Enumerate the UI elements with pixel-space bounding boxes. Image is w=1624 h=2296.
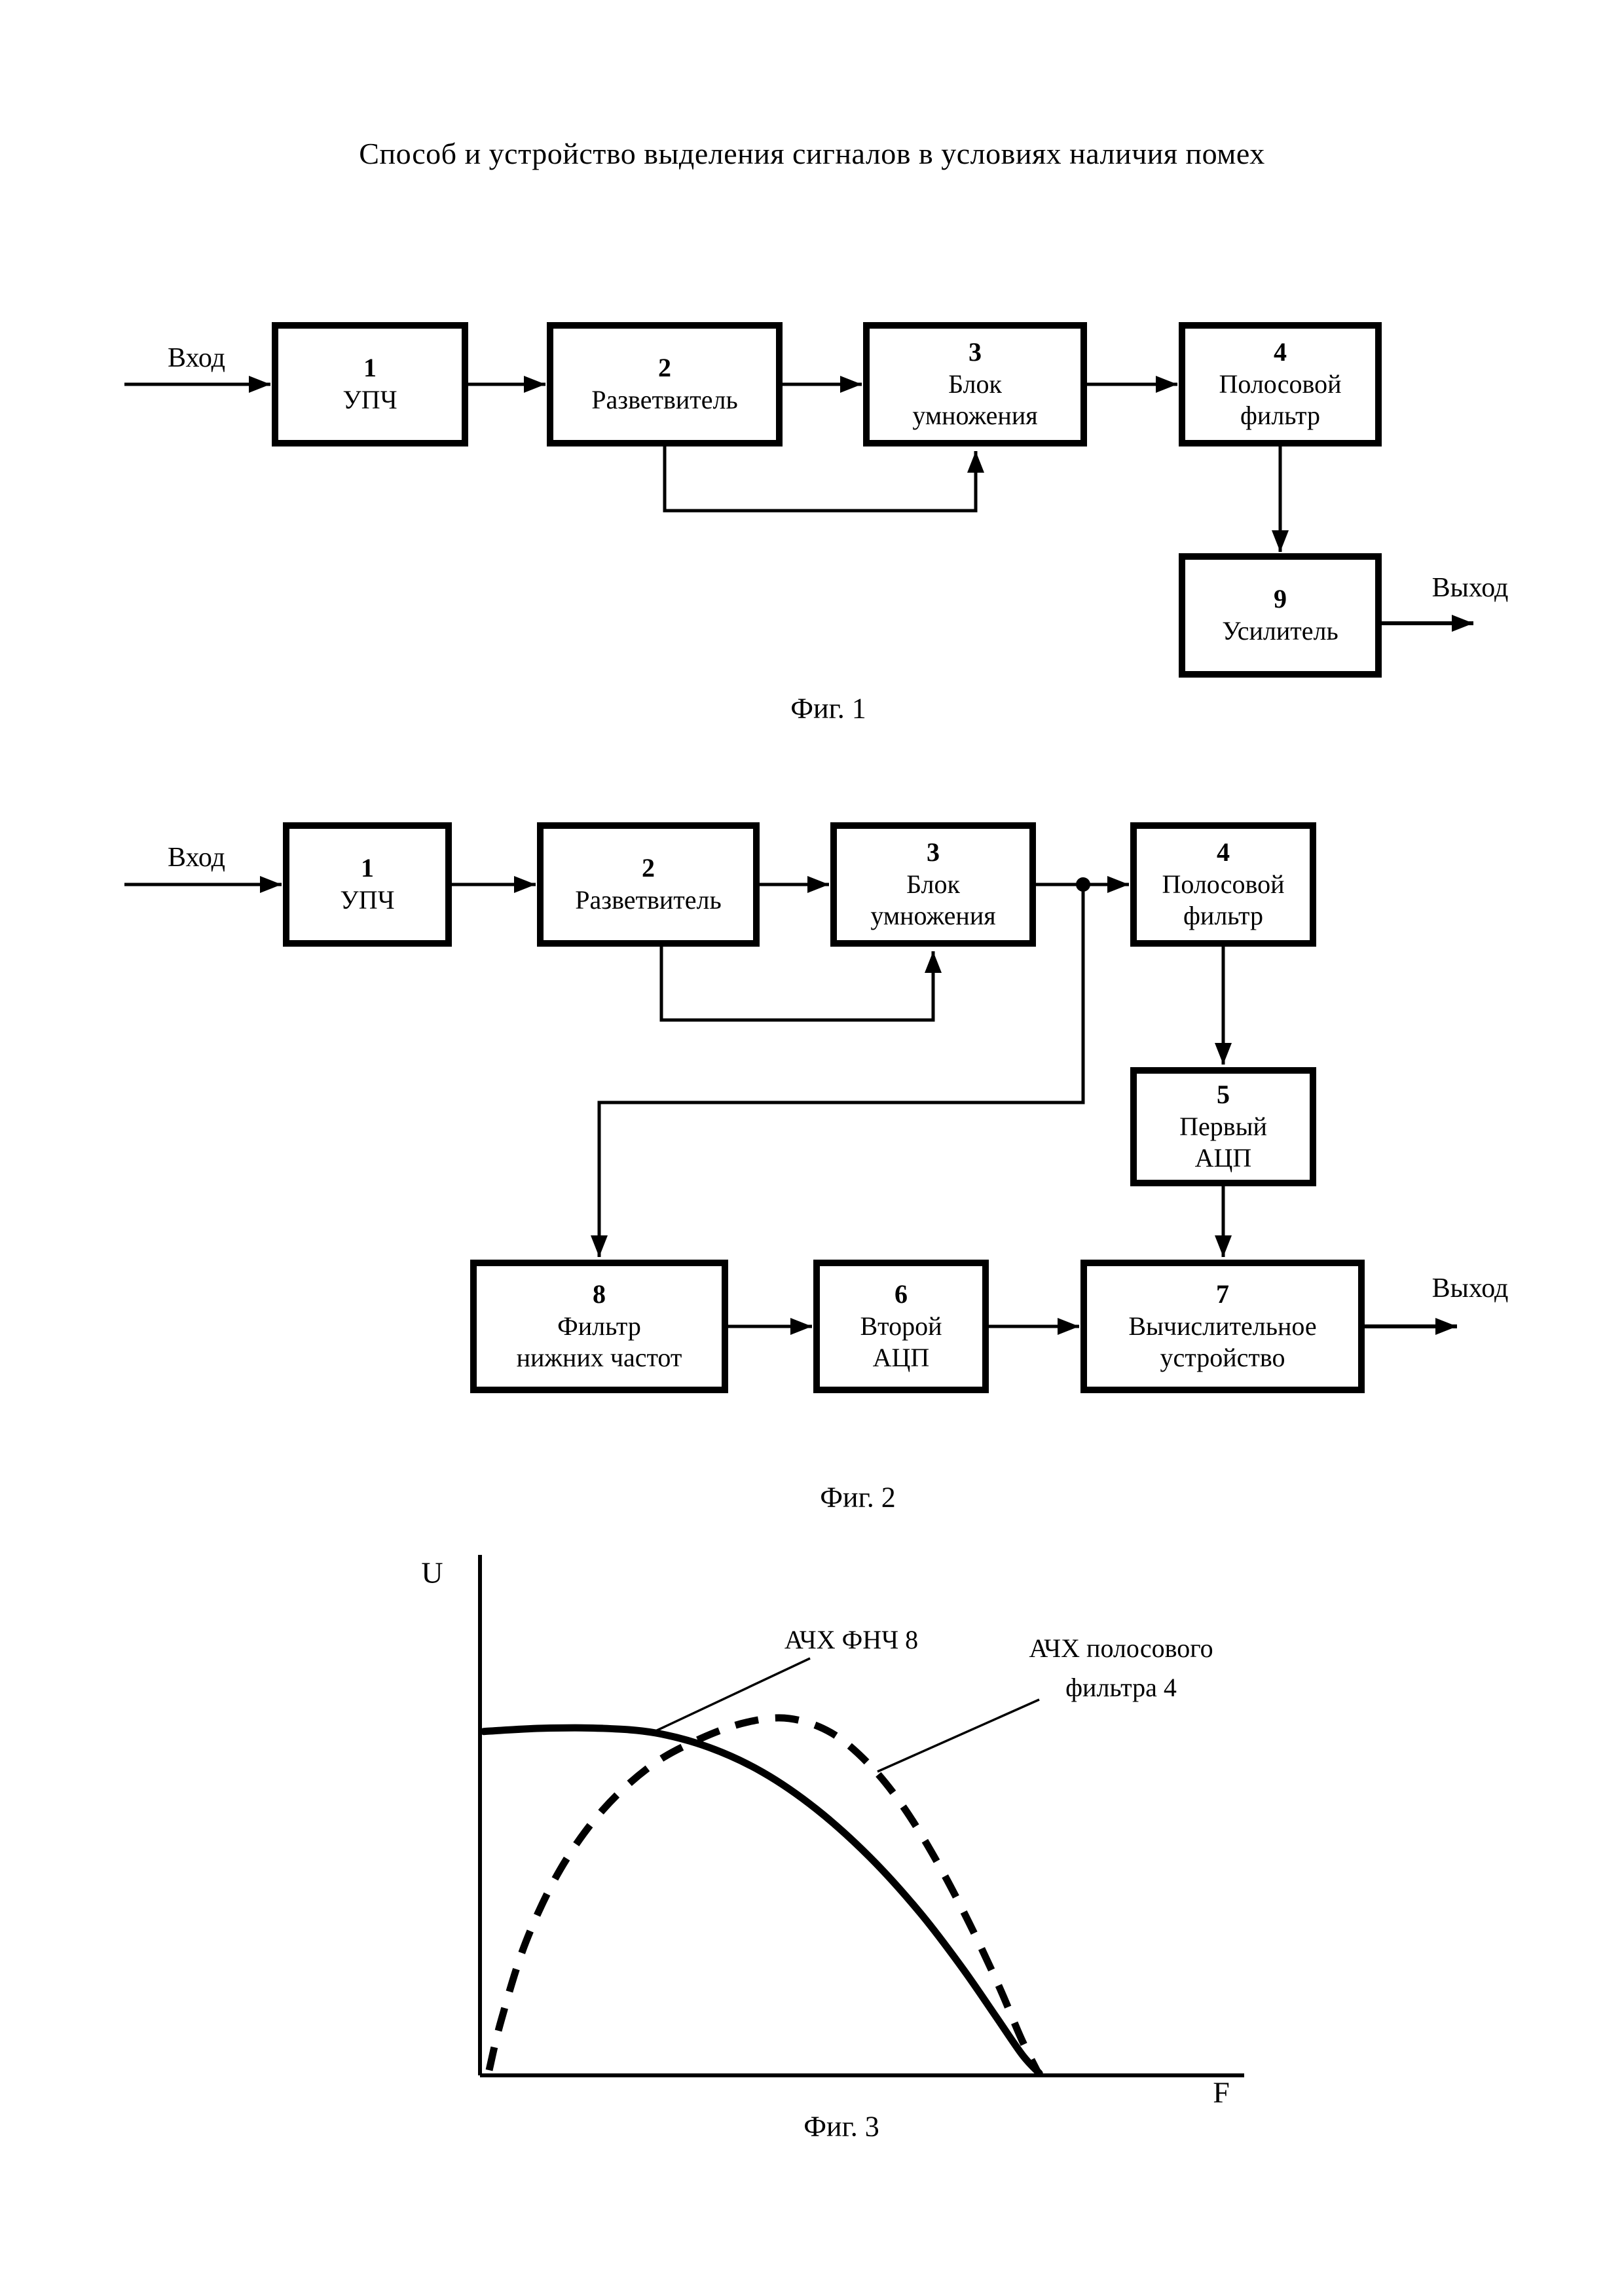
block-number: 1: [361, 853, 374, 883]
block-number: 3: [927, 837, 940, 867]
block-number: 2: [658, 353, 671, 383]
fig2-block-1-upch: [283, 822, 452, 947]
fig3-curve1-label: АЧХ ФНЧ 8: [784, 1625, 919, 1654]
block-name: Второй АЦП: [860, 1311, 942, 1373]
block-name: Блок умножения: [912, 369, 1038, 431]
fig2-output-label: Выход: [1431, 1273, 1509, 1303]
block-name: УПЧ: [340, 885, 395, 915]
block-name: Полосовой фильтр: [1219, 369, 1342, 431]
fig2-block-6-second-adc: [813, 1260, 989, 1393]
fig2-block-8-lowpass: [470, 1260, 728, 1393]
fig1-block-3-multiplier: [863, 322, 1087, 446]
fig1-caption: Фиг. 1: [790, 692, 866, 725]
fig2-block-2-splitter: [537, 822, 760, 947]
block-name: Блок умножения: [870, 869, 996, 931]
block-number: 4: [1217, 837, 1230, 867]
fig2-input-label: Вход: [167, 843, 226, 873]
block-number: 6: [895, 1279, 908, 1309]
fig2-block-4-bandpass: [1130, 822, 1316, 947]
block-name: Усилитель: [1222, 616, 1338, 646]
fig2-block-3-multiplier: [830, 822, 1036, 947]
block-name: Фильтр нижних частот: [516, 1311, 682, 1373]
block-number: 4: [1274, 337, 1287, 367]
block-number: 1: [363, 353, 377, 383]
block-name: УПЧ: [342, 385, 397, 414]
fig3-curve2-label: АЧХ полосового фильтра 4: [1029, 1633, 1213, 1702]
fig2-block-5-first-adc: [1130, 1067, 1316, 1186]
fig1-block-1-upch: [272, 322, 468, 446]
fig3-y-axis-label: U: [421, 1556, 443, 1590]
fig1-feedback-2-3: [665, 446, 976, 511]
block-name: Разветвитель: [575, 885, 722, 915]
block-name: Полосовой фильтр: [1162, 869, 1285, 931]
fig1-output-label: Выход: [1431, 573, 1509, 603]
block-name: Первый АЦП: [1179, 1111, 1267, 1173]
fig1-block-2-splitter: [547, 322, 783, 446]
fig1-block-4-bandpass: [1179, 322, 1382, 446]
fig2-block-7-computing: [1080, 1260, 1365, 1393]
page-title: Способ и устройство выделения сигналов в условиях наличия помех: [359, 137, 1265, 170]
block-number: 8: [593, 1279, 606, 1309]
block-number: 5: [1217, 1079, 1230, 1109]
block-number: 7: [1216, 1279, 1229, 1309]
fig3-curve-lowpass: [484, 1728, 1039, 2073]
fig2-feedback-2-3: [661, 947, 933, 1020]
fig3-leader-curve2: [877, 1700, 1039, 1772]
block-name: Разветвитель: [591, 385, 738, 414]
fig3-x-axis-label: F: [1213, 2075, 1230, 2109]
fig1-block-9-amplifier: [1179, 553, 1382, 678]
block-number: 9: [1274, 584, 1287, 614]
fig2-caption: Фиг. 2: [820, 1481, 896, 1514]
block-number: 2: [642, 853, 655, 883]
fig3-caption: Фиг. 3: [803, 2110, 879, 2143]
block-number: 3: [969, 337, 982, 367]
fig1-input-label: Вход: [167, 343, 226, 373]
block-name: Вычислительное устройство: [1128, 1311, 1317, 1373]
